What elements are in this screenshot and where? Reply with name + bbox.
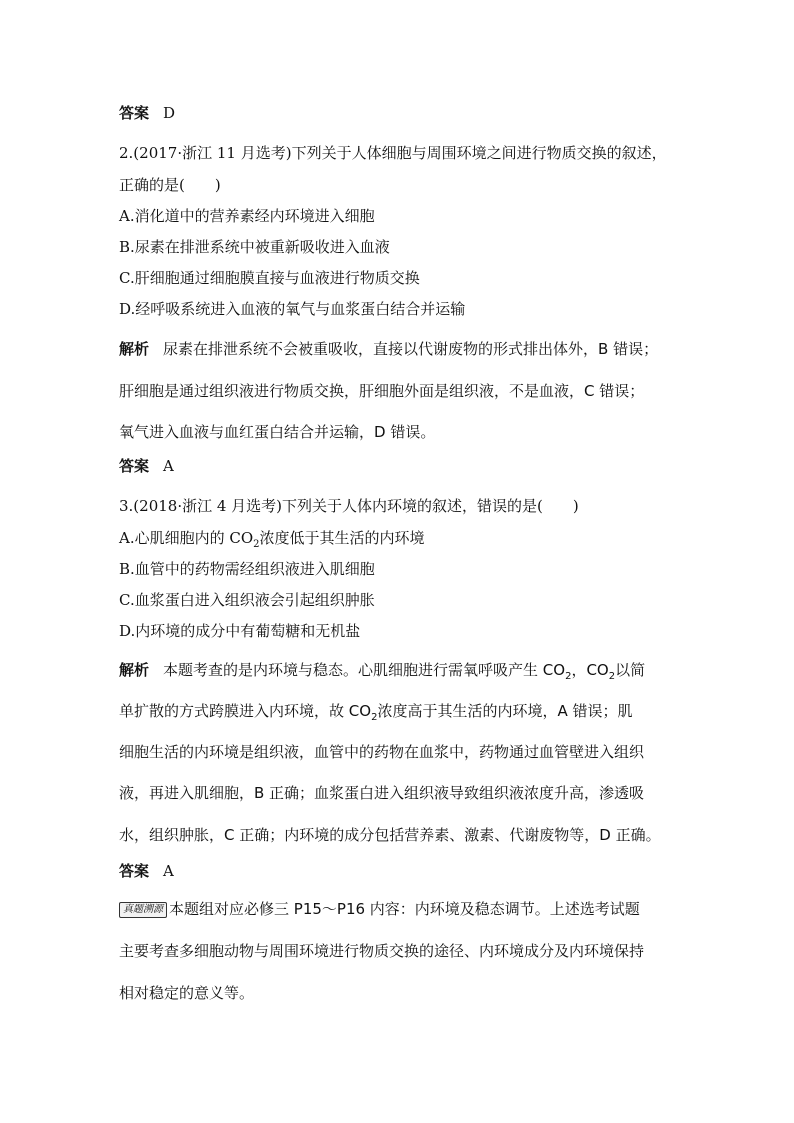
- question-2-stem-cont: 正确的是( ): [119, 176, 221, 194]
- question-3-analysis-line-3: 细胞生活的内环境是组织液，血管中的药物在血浆中，药物通过血管壁进入组织: [119, 743, 645, 761]
- answer-label: 答案: [119, 104, 150, 122]
- question-3-answer-line: [119, 861, 174, 881]
- source-note-line-1: 真题溯源 本题组对应必修三 P15～P16 内容：内环境及稳态调节。上述选考试题: [119, 899, 640, 919]
- question-3-analysis-line-4: 液，再进入肌细胞，B 正确；血浆蛋白进入组织液导致组织液浓度升高，渗透吸: [119, 784, 645, 802]
- question-2-analysis-line-2: 肝细胞是通过组织液进行物质交换，肝细胞外面是组织液，不是血液，C 错误；: [119, 382, 645, 400]
- question-2-option-d: D.经呼吸系统进入血液的氧气与血浆蛋白结合并运输: [119, 300, 466, 318]
- answer-label: 答案: [119, 862, 150, 880]
- answer-value: A: [163, 862, 174, 880]
- question-2-option-b: B.尿素在排泄系统中被重新吸收进入血液: [119, 238, 390, 256]
- answer-value: D: [163, 104, 176, 122]
- question-3-option-d: D.内环境的成分中有葡萄糖和无机盐: [119, 622, 361, 640]
- source-note-line-2: 主要考查多细胞动物与周围环境进行物质交换的途径、内环境成分及内环境保持: [119, 942, 645, 960]
- question-2-analysis-line-1: 解析 尿素在排泄系统不会被重吸收，直接以代谢废物的形式排出体外，B 错误；: [119, 340, 659, 358]
- question-2-analysis-line-3: 氧气进入血液与血红蛋白结合并运输，D 错误。: [119, 423, 436, 441]
- question-2-stem: 2.(2017·浙江 11 月选考)下列关于人体细胞与周围环境之间进行物质交换的叙述，: [119, 144, 667, 162]
- question-2-option-c: C.肝细胞通过细胞膜直接与血液进行物质交换: [119, 269, 420, 287]
- question-3-option-c: C.血浆蛋白进入组织液会引起组织肿胀: [119, 591, 375, 609]
- source-badge: 真题溯源: [119, 902, 167, 918]
- answer-label: 答案: [119, 457, 150, 475]
- question-2-answer-line: [119, 456, 174, 476]
- analysis-label: 解析: [119, 340, 150, 358]
- question-3-option-a: A.心肌细胞内的 $CO_2$浓度低于其生活的内环境: [119, 529, 425, 550]
- question-3-stem: 3.(2018·浙江 4 月选考)下列关于人体内环境的叙述，错误的是( ): [119, 497, 579, 515]
- answer-value: A: [163, 457, 174, 475]
- analysis-label: 解析: [119, 661, 150, 679]
- question-3-analysis-line-1: 解析 本题考查的是内环境与稳态。心肌细胞进行需氧呼吸产生 $CO_2$，$CO_2$以简: [119, 661, 646, 682]
- question-3-analysis-line-2: 单扩散的方式跨膜进入内环境，故 $CO_2$浓度高于其生活的内环境，A 错误；肌: [119, 702, 633, 723]
- source-note-line-3: 相对稳定的意义等。: [119, 984, 255, 1002]
- question-3-option-b: B.血管中的药物需经组织液进入肌细胞: [119, 560, 375, 578]
- question-2-option-a: A.消化道中的营养素经内环境进入细胞: [119, 207, 375, 225]
- question-3-analysis-line-5: 水，组织肿胀，C 正确；内环境的成分包括营养素、激素、代谢废物等，D 正确。: [119, 826, 661, 844]
- answer-line: [119, 103, 175, 123]
